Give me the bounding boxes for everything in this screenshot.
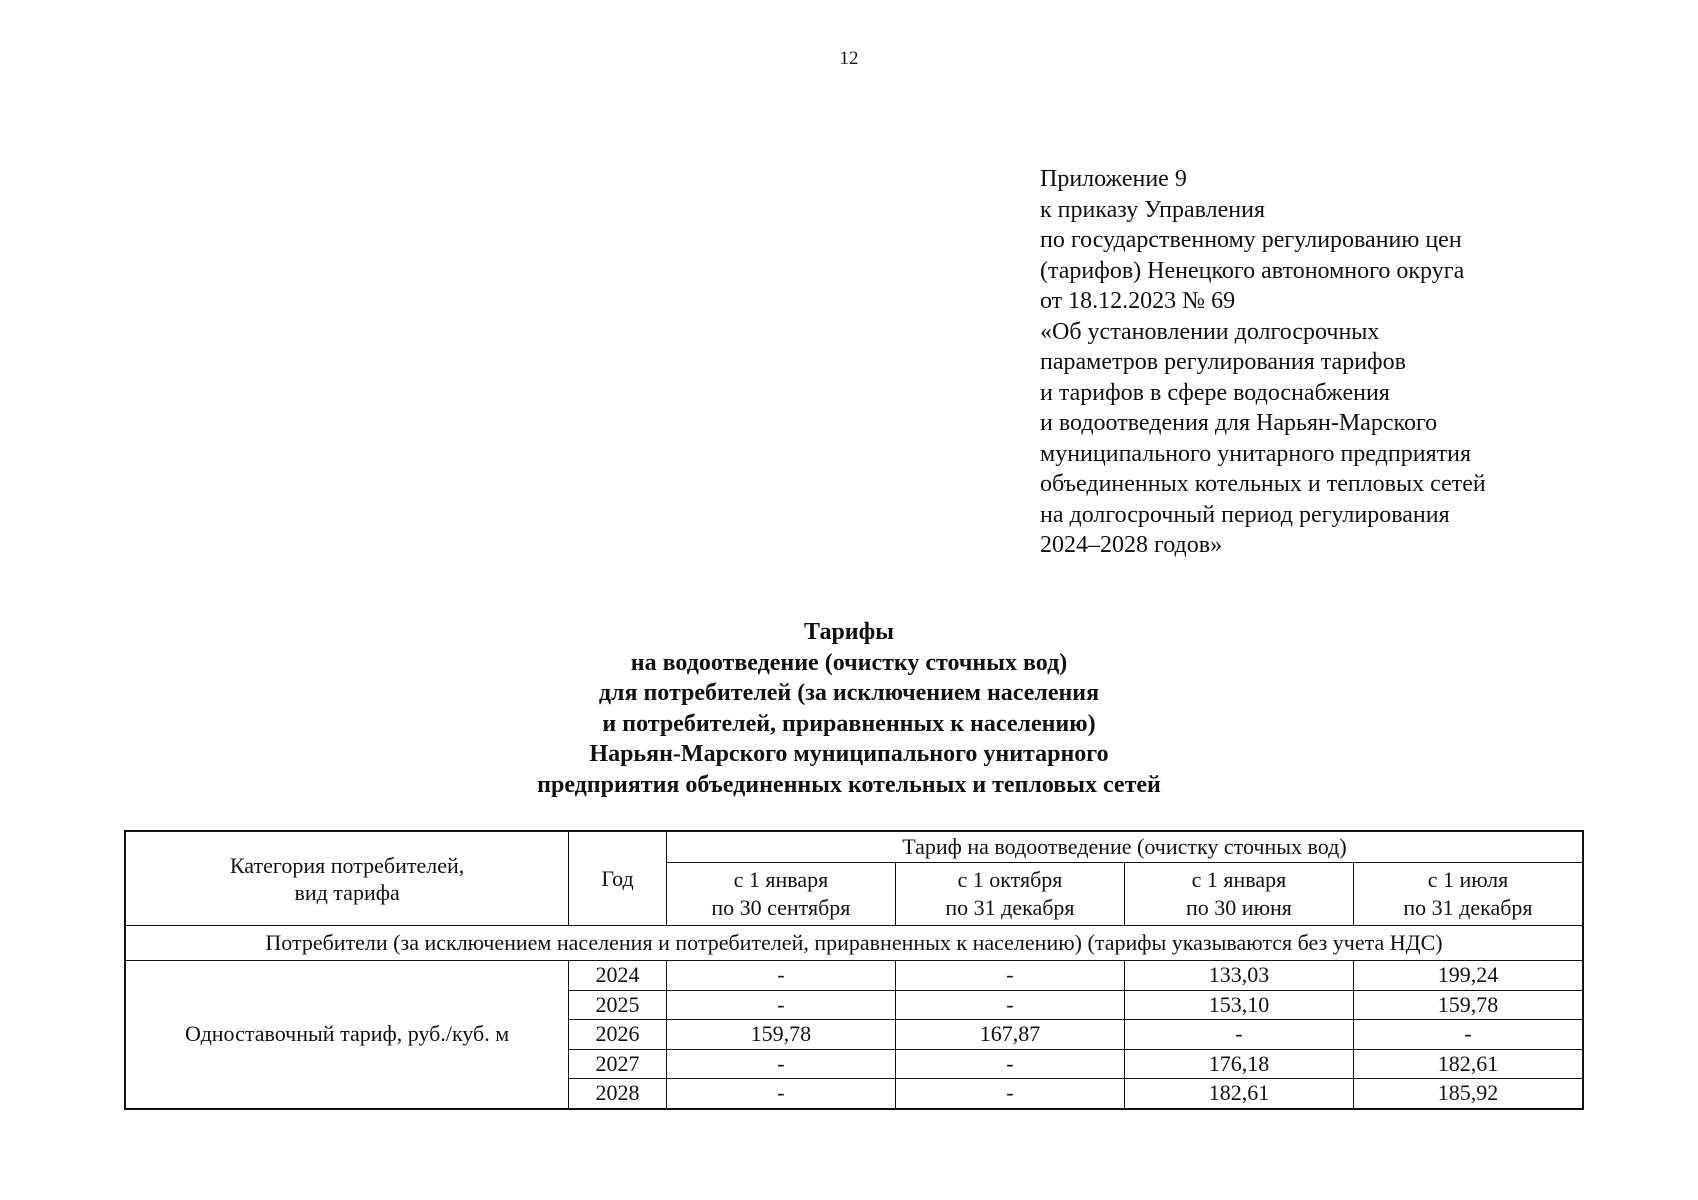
annex-line: (тарифов) Ненецкого автономного округа	[1040, 257, 1465, 284]
title-line: и потребителей, приравненных к населению)	[602, 710, 1096, 737]
period-line: по 30 июня	[1186, 895, 1292, 920]
title-line: Тарифы	[804, 619, 894, 645]
annex-line: параметров регулирования тарифов	[1040, 349, 1406, 375]
annex-line: муниципального унитарного предприятия	[1040, 440, 1471, 467]
value-cell: 182,61	[1353, 1049, 1583, 1079]
period-header	[1353, 863, 1583, 926]
annex-line: от 18.12.2023 № 69	[1040, 288, 1236, 314]
period-header	[666, 863, 895, 926]
value-cell: 176,18	[1124, 1049, 1353, 1079]
annex-line: Приложение 9	[1040, 166, 1187, 192]
category-header	[125, 831, 569, 926]
value-cell: 182,61	[1124, 1079, 1353, 1109]
period-line: с 1 июля	[1427, 867, 1509, 892]
table-row	[125, 961, 1583, 991]
annex-line: «Об установлении долгосрочных	[1040, 318, 1380, 345]
value-cell: 185,92	[1353, 1079, 1583, 1109]
annex-reference	[1040, 164, 1640, 561]
value-cell: -	[666, 1049, 895, 1079]
year-cell: 2027	[569, 1049, 667, 1079]
annex-line: на долгосрочный период регулирования	[1040, 501, 1450, 528]
value-cell: -	[895, 1049, 1124, 1079]
value-cell: 167,87	[895, 1020, 1124, 1050]
period-line: с 1 января	[733, 867, 829, 892]
period-line: с 1 октября	[957, 867, 1063, 892]
tariff-group-header: Тариф на водоотведение (очистку сточных вод)	[666, 831, 1583, 863]
tariff-name-cell: Одноставочный тариф, руб./куб. м	[125, 961, 569, 1109]
value-cell: -	[666, 961, 895, 991]
period-line: с 1 января	[1191, 867, 1287, 892]
period-line: по 31 декабря	[1403, 895, 1533, 920]
annex-line: по государственному регулированию цен	[1040, 227, 1462, 253]
year-header: Год	[569, 831, 667, 926]
year-cell: 2028	[569, 1079, 667, 1109]
value-cell: -	[895, 1079, 1124, 1109]
title-line: Нарьян-Марского муниципального унитарного	[589, 741, 1109, 767]
period-line: по 30 сентября	[711, 895, 851, 920]
section-row	[125, 926, 1583, 961]
title-line: на водоотведение (очистку сточных вод)	[630, 649, 1068, 676]
value-cell: -	[666, 990, 895, 1020]
title-line: предприятия объединенных котельных и тепловых сетей	[537, 771, 1161, 798]
annex-line: 2024–2028 годов»	[1040, 532, 1223, 558]
page-number: 12	[839, 48, 859, 69]
annex-line: и тарифов в сфере водоснабжения	[1040, 379, 1390, 406]
value-cell: -	[1124, 1020, 1353, 1050]
value-cell: -	[1353, 1020, 1583, 1050]
period-header	[1124, 863, 1353, 926]
category-header-line: Категория потребителей,	[229, 852, 465, 878]
value-cell: -	[895, 961, 1124, 991]
period-line: по 31 декабря	[945, 895, 1075, 920]
year-cell: 2024	[569, 961, 667, 991]
year-cell: 2026	[569, 1020, 667, 1050]
value-cell: 153,10	[1124, 990, 1353, 1020]
value-cell: -	[666, 1079, 895, 1109]
value-cell: -	[895, 990, 1124, 1020]
section-label: Потребители (за исключением населения и потребителей, приравненных к населению) (тарифы указываются без учета НДС)	[125, 926, 1583, 961]
category-header-line: вид тарифа	[294, 879, 400, 905]
value-cell: 159,78	[666, 1020, 895, 1050]
value-cell: 199,24	[1353, 961, 1583, 991]
annex-line: объединенных котельных и тепловых сетей	[1040, 471, 1486, 497]
annex-line: и водоотведения для Нарьян-Марского	[1040, 410, 1438, 436]
value-cell: 159,78	[1353, 990, 1583, 1020]
document-title	[0, 617, 1698, 800]
table-header-row	[125, 831, 1583, 863]
value-cell: 133,03	[1124, 961, 1353, 991]
tariff-table	[124, 830, 1584, 1110]
title-line: для потребителей (за исключением населения	[598, 680, 1100, 706]
period-header	[895, 863, 1124, 926]
annex-line: к приказу Управления	[1040, 196, 1266, 223]
year-cell: 2025	[569, 990, 667, 1020]
